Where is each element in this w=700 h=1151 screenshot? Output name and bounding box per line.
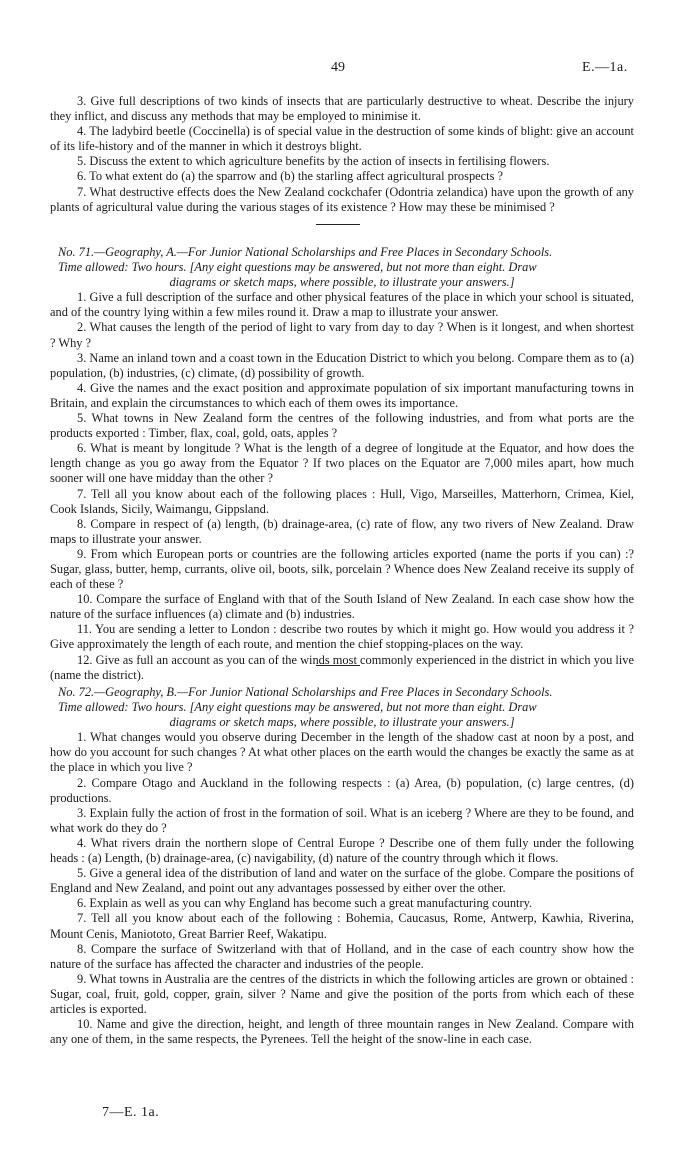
question: 12. Give as full an account as you can of the winds most commonly experienced in the district in which you live (name the district). [50,652,634,682]
question: 8. Compare the surface of Switzerland with that of Holland, and in the case of each country show how the nature of the surface has affected the character and industries of the people. [50,941,634,971]
section-divider [316,665,360,666]
question: 2. What causes the length of the period of light to vary from day to day ? When is it longest, and when shortest ? Why ? [50,320,634,350]
section-title: No. 71.—Geography, A.—For Junior National Scholarships and Free Places in Secondary Schools. [58,245,553,259]
question: 8. Compare in respect of (a) length, (b) drainage-area, (c) rate of flow, any two rivers of New Zealand. Draw maps to illustrate your answer. [50,516,634,546]
question: 7. What destructive effects does the New Zealand cockchafer (Odontria zelandica) have upon the growth of any plants of agricultural value during the various stages of its existence ? How may these be minimised ? [50,184,634,214]
question: 9. What towns in Australia are the centres of the districts in which the following articles are grown or obtained : Sugar, coal, fruit, gold, copper, grain, silver ? Name and give the position of the ports from which each of these articles is exported. [50,971,634,1016]
question: 9. From which European ports or countries are the following articles exported (name the ports if you can) :? Sugar, glass, butter, hemp, currants, olive oil, boots, silk, porcelain ? Whence does New Zealand receive its supply of each of these ? [50,546,634,592]
question: 6. Explain as well as you can why England has become such a great manufacturing country. [77,896,533,911]
geography-b-section [50,685,634,1047]
section-divider [316,224,360,225]
question: 10. Compare the surface of England with that of the South Island of New Zealand. In each case show how the nature of the surface influences (a) climate and (b) industries. [50,592,634,622]
question: 3. Explain fully the action of frost in the formation of soil. What is an iceberg ? Where are they to be found, and what work do they do ? [50,805,634,835]
time-allowed: Time allowed: Two hours. [Any eight questions may be answered, but not more than eight. Draw [58,700,537,715]
insects-section [50,94,634,215]
question: 5. Give a general idea of the distribution of land and water on the surface of the globe. Compare the positions of England and New Zealand, and point out any advantages possessed by either over the other. [50,866,634,896]
question: 7. Tell all you know about each of the following : Bohemia, Caucasus, Rome, Antwerp, Kawhia, Riverina, Mount Cenis, Maniototo, Great Barrier Reef, Wakatipu. [50,911,634,941]
page-number: 49 [331,60,345,75]
question: 11. You are sending a letter to London : describe two routes by which it might go. How would you address it ? Give approximately the length of each route, and mention the chief stopping-places on the way. [50,622,634,652]
footer-signature: 7—E. 1a. [102,1105,160,1120]
question: 6. What is meant by longitude ? What is the length of a degree of longitude at the Equator, and how does the length change as you go away from the Equator ? If two places on the Equator are 7,000 miles apart, how much sooner will one have midday than the other ? [50,441,634,486]
instructions: diagrams or sketch maps, where possible, to illustrate your answers.] [169,715,515,730]
question: 4. What rivers drain the northern slope of Central Europe ? Describe one of them fully under the following heads : (a) Length, (b) drainage-area, (c) navigability, (d) nature of the country through which it flows. [50,835,634,866]
instructions: diagrams or sketch maps, where possible, to illustrate your answers.] [169,275,515,290]
question: 7. Tell all you know about each of the following places : Hull, Vigo, Marseilles, Matterhorn, Crimea, Kiel, Cook Islands, Sicily, Waimangu, Gippsland. [50,486,634,516]
question: 4. Give the names and the exact position and approximate population of six important manufacturing towns in Britain, and explain the circumstances to which each of them owes its importance. [50,380,634,410]
section-title: No. 72.—Geography, B.—For Junior National Scholarships and Free Places in Secondary Schools. [58,685,553,699]
question: 1. Give a full description of the surface and other physical features of the place in which your school is situated, and of the country lying within a few miles round it. Draw a map to illustrate your answer. [50,290,634,320]
time-allowed: Time allowed: Two hours. [Any eight questions may be answered, but not more than eight. Draw [58,260,537,275]
question: 1. What changes would you observe during December in the length of the shadow cast at noon by a post, and how do you account for such changes ? At what other places on the earth would the changes be exactly the same as at the place in which you live ? [50,730,634,775]
document-reference: E.—1a. [582,60,628,75]
question: 5. Discuss the extent to which agriculture benefits by the action of insects in fertilising flowers. [77,154,550,169]
question: 5. What towns in New Zealand form the centres of the following industries, and from what ports are the products exported : Timber, flax, coal, gold, oats, apples ? [50,411,634,441]
question: 2. Compare Otago and Auckland in the following respects : (a) Area, (b) population, (c) large centres, (d) productions. [50,775,634,805]
question: 3. Give full descriptions of two kinds of insects that are particularly destructive to wheat. Describe the injury they inflict, and discuss any methods that may be employed to minimise it. [50,94,634,124]
question: 3. Name an inland town and a coast town in the Education District to which you belong. Compare them as to (a) population, (b) industries, (c) climate, (d) possibility of growth. [50,350,634,380]
question: 10. Name and give the direction, height, and length of three mountain ranges in New Zealand. Compare with any one of them, in the same respects, the Pyrenees. Tell the height of the snow-line in each case. [50,1017,634,1047]
question: 6. To what extent do (a) the sparrow and (b) the starling affect agricultural prospects ? [77,169,503,184]
question: 4. The ladybird beetle (Coccinella) is of special value in the destruction of some kinds of blight: give an account of its life-history and of the manner in which it destroys blight. [50,124,634,154]
geography-a-section [50,245,634,683]
